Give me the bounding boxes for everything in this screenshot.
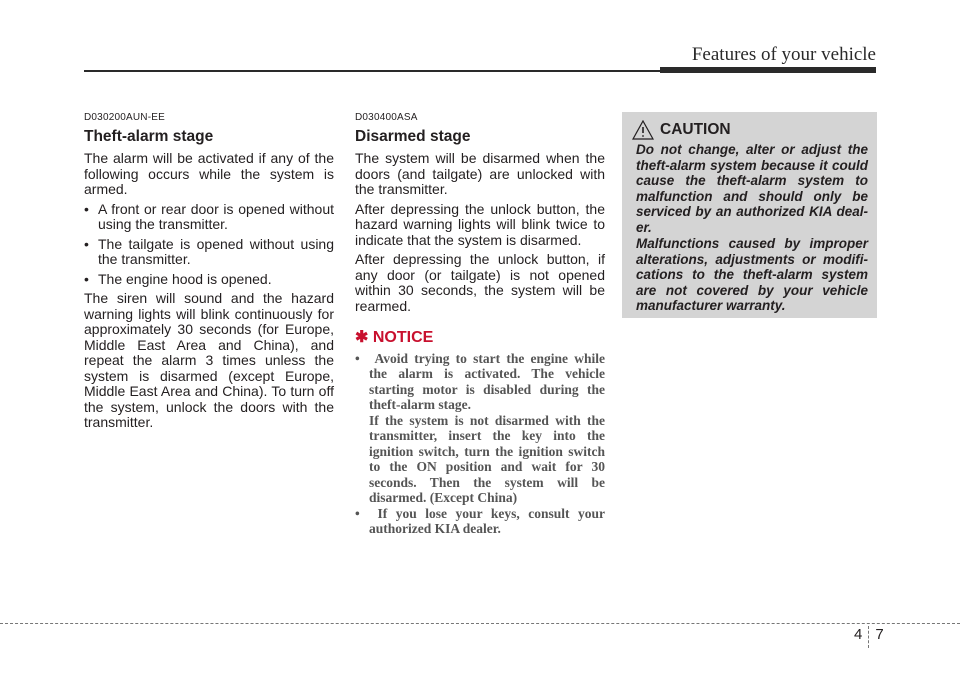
notice-item-text: Avoid trying to start the engine while the alarm is activated. The vehicle starting motor is disabled during the theft-alarm stage. (369, 350, 606, 412)
section-code: D030200AUN-EE (84, 112, 165, 123)
page-number (854, 626, 884, 648)
header-rule (84, 70, 660, 72)
list-item: • The tailgate is opened without using the transmitter. (84, 237, 334, 268)
trigger-list (84, 202, 334, 288)
section-heading: Disarmed stage (355, 127, 471, 145)
notice-item (355, 351, 605, 506)
caution-body (636, 142, 868, 315)
section-heading: Theft-alarm stage (84, 127, 214, 145)
caution-paragraph: Do not change, alter or adjust the theft-alarm system because it could cause the theft-alarm system to malfunction and should only be serviced by an authorized KIA deal-er. (636, 142, 868, 235)
section-code: D030400ASA (355, 112, 418, 123)
caution-title: CAUTION (660, 121, 731, 138)
caution-header (632, 120, 731, 140)
notice-heading (355, 330, 605, 346)
body-paragraph: After depressing the unlock button, if any door (or tailgate) is not opened within 30 seconds, the system will be rearmed. (355, 251, 605, 314)
body-paragraph: The system will be disarmed when the doors (and tailgate) are unlocked with the transmitter. (355, 150, 605, 197)
outro-paragraph: The siren will sound and the hazard warning lights will blink continuously for approximately 30 seconds (for Europe, Middle East Area and China), and repeat the alarm 3 times unless the system is disarmed (except Europe, Middle East Area and China). To turn off the system, unlock the doors with the transmitter. (84, 290, 334, 430)
page-number-value: 7 (875, 626, 884, 643)
intro-paragraph: The alarm will be activated if any of the following occurs while the system is armed. (84, 150, 334, 197)
header-rule-accent (660, 67, 876, 73)
theft-alarm-section (84, 110, 334, 435)
section-title: Features of your vehicle (691, 44, 876, 65)
list-item: • The engine hood is opened. (84, 272, 334, 288)
notice-title: NOTICE (372, 329, 434, 346)
disarmed-section (355, 110, 605, 537)
notice-item (355, 506, 605, 537)
list-item: • A front or rear door is opened without using the transmitter. (84, 202, 334, 233)
footer-rule (0, 623, 960, 624)
warning-triangle-icon (632, 120, 654, 140)
notice-item-text: If the system is not disarmed with the transmitter, insert the key into the ignition switch, turn the ignition switch to the ON position and wait for 30 seconds. Then the system will be disarmed. (Except China) (369, 412, 605, 505)
notice-asterisk-icon: ✱ (355, 329, 369, 346)
notice-item-text: If you lose your keys, consult your authorized KIA dealer. (369, 505, 605, 536)
page-number-divider (868, 626, 869, 648)
caution-paragraph: Malfunctions caused by improper alterations, adjustments or modifi-cations to the theft-alarm system are not covered by your vehicle manufacturer warranty. (636, 236, 868, 313)
caution-box (622, 112, 877, 318)
notice-list (355, 351, 605, 537)
chapter-number: 4 (854, 626, 863, 643)
body-paragraph: After depressing the unlock button, the hazard warning lights will blink twice to indicate that the system is disarmed. (355, 200, 605, 248)
